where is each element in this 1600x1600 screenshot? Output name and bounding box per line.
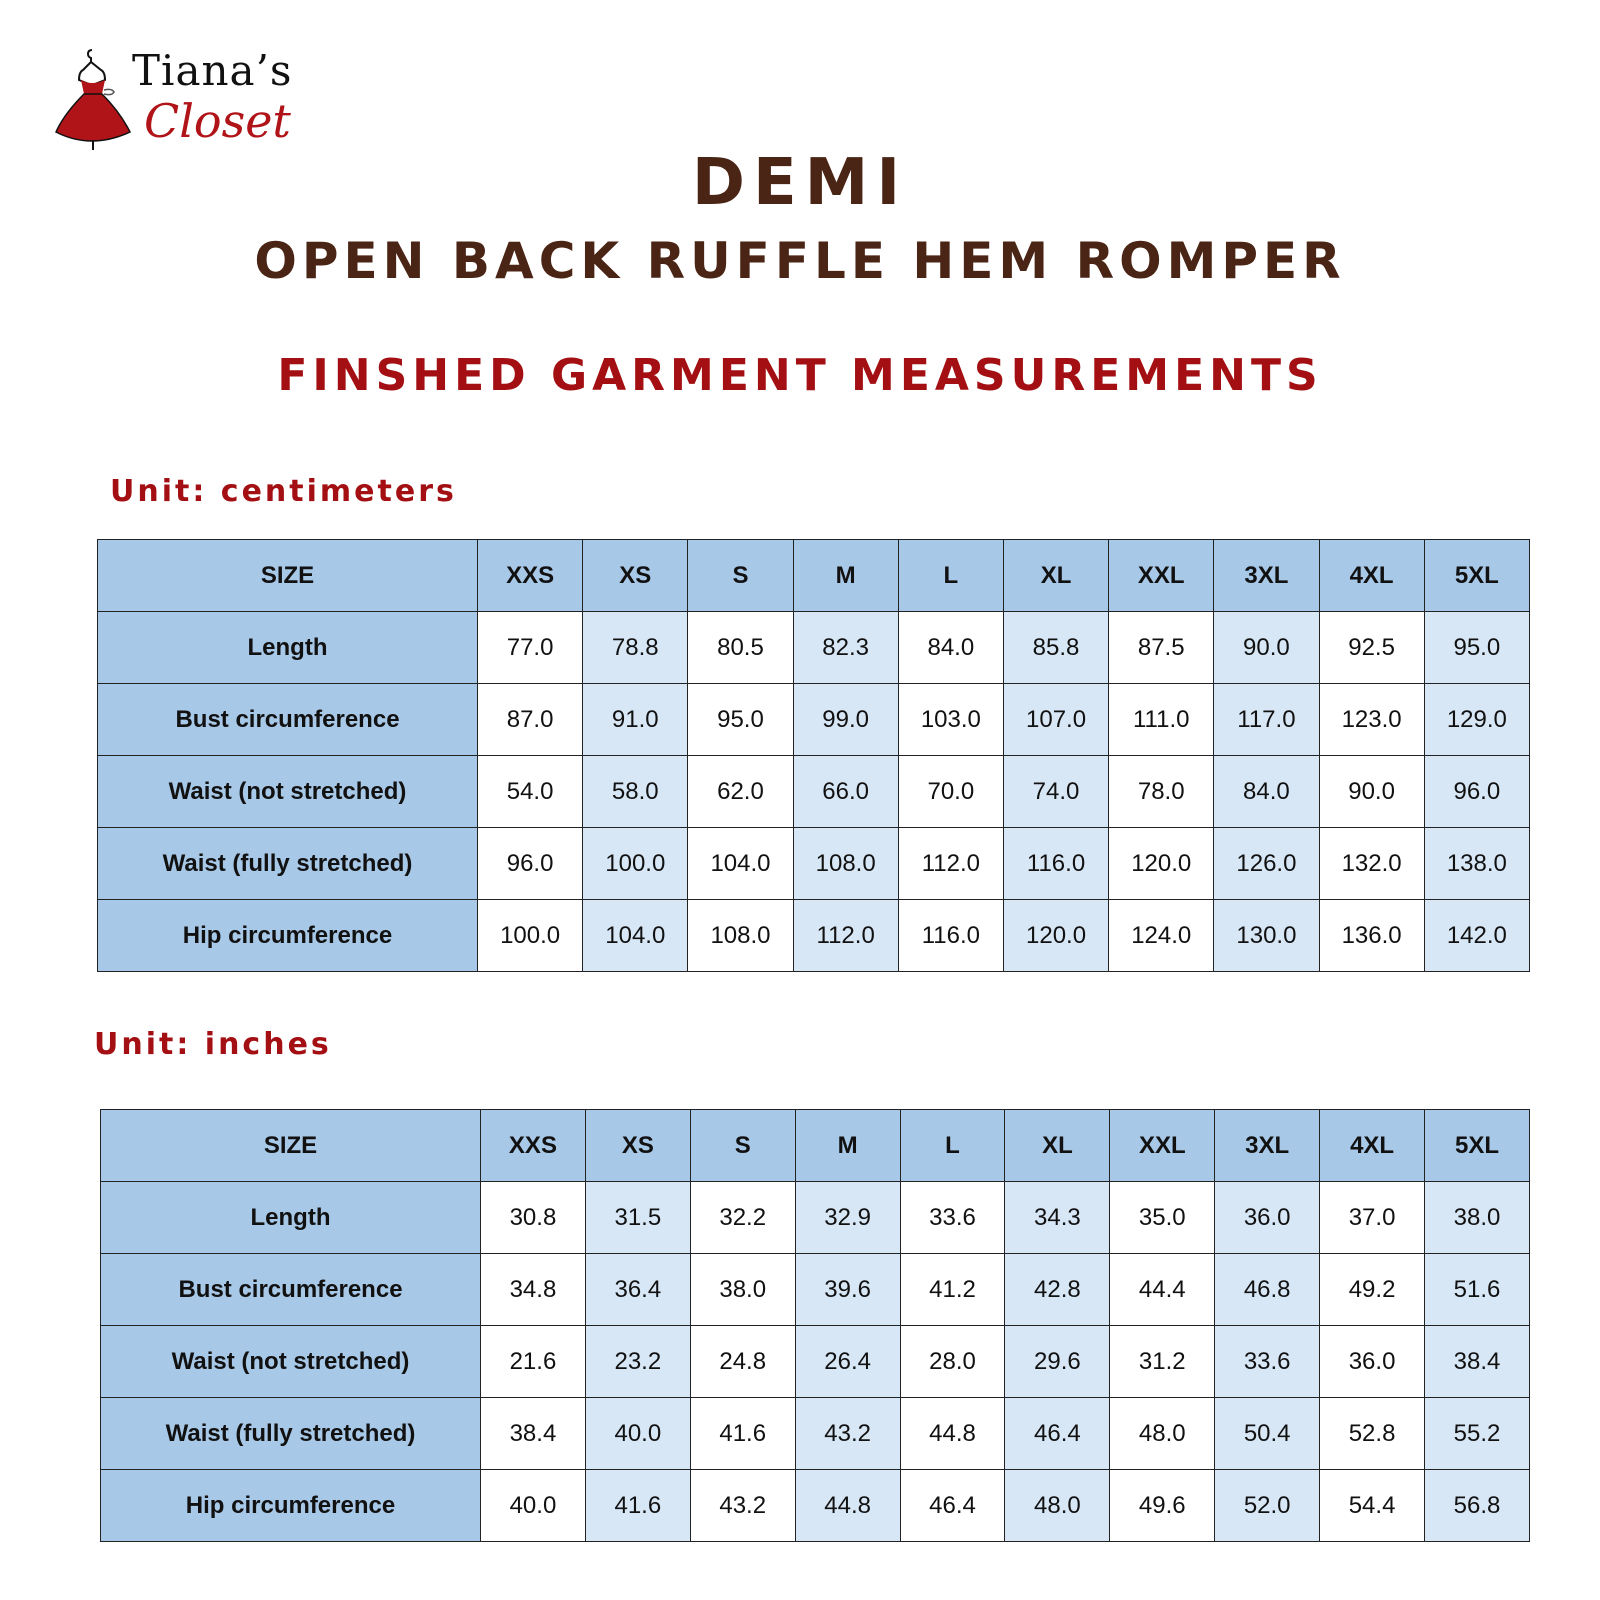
size-column-header: M [793, 540, 898, 612]
row-label: Bust circumference [101, 1254, 481, 1326]
size-column-header: XXL [1110, 1110, 1215, 1182]
measurement-cell: 54.0 [478, 756, 583, 828]
measurement-cell: 130.0 [1214, 900, 1319, 972]
measurement-cell: 21.6 [481, 1326, 586, 1398]
size-column-header: XXS [478, 540, 583, 612]
measurement-cell: 132.0 [1319, 828, 1424, 900]
measurement-cell: 120.0 [1109, 828, 1214, 900]
measurement-cell: 74.0 [1003, 756, 1108, 828]
measurement-cell: 111.0 [1109, 684, 1214, 756]
size-column-header: XS [583, 540, 688, 612]
measurement-cell: 41.6 [585, 1470, 690, 1542]
measurement-cell: 28.0 [900, 1326, 1005, 1398]
measurement-cell: 40.0 [481, 1470, 586, 1542]
product-subtitle: OPEN BACK RUFFLE HEM ROMPER [254, 232, 1346, 290]
measurement-cell: 52.0 [1215, 1470, 1320, 1542]
measurement-cell: 78.8 [583, 612, 688, 684]
measurement-cell: 31.2 [1110, 1326, 1215, 1398]
measurement-cell: 80.5 [688, 612, 793, 684]
measurement-cell: 123.0 [1319, 684, 1424, 756]
measurement-cell: 34.3 [1005, 1182, 1110, 1254]
measurement-cell: 116.0 [898, 900, 1003, 972]
row-label: Waist (not stretched) [98, 756, 478, 828]
unit-label-inches: Unit: inches [94, 1027, 332, 1062]
size-table-cm [97, 539, 1530, 972]
measurement-cell: 37.0 [1320, 1182, 1425, 1254]
measurement-cell: 32.2 [690, 1182, 795, 1254]
size-column-header: S [688, 540, 793, 612]
size-column-header: XL [1003, 540, 1108, 612]
measurement-cell: 48.0 [1005, 1470, 1110, 1542]
row-label: Hip circumference [101, 1470, 481, 1542]
measurement-cell: 29.6 [1005, 1326, 1110, 1398]
measurement-cell: 129.0 [1424, 684, 1529, 756]
measurement-cell: 62.0 [688, 756, 793, 828]
measurement-cell: 26.4 [795, 1326, 900, 1398]
row-label: Hip circumference [98, 900, 478, 972]
measurement-cell: 84.0 [898, 612, 1003, 684]
measurement-cell: 117.0 [1214, 684, 1319, 756]
measurement-cell: 138.0 [1424, 828, 1529, 900]
measurement-cell: 48.0 [1110, 1398, 1215, 1470]
measurement-cell: 41.2 [900, 1254, 1005, 1326]
measurement-cell: 82.3 [793, 612, 898, 684]
measurement-cell: 107.0 [1003, 684, 1108, 756]
size-table-inches [100, 1109, 1530, 1542]
measurement-cell: 124.0 [1109, 900, 1214, 972]
measurement-cell: 90.0 [1214, 612, 1319, 684]
unit-label-cm: Unit: centimeters [110, 474, 457, 509]
measurement-cell: 23.2 [585, 1326, 690, 1398]
measurement-cell: 36.0 [1215, 1182, 1320, 1254]
measurement-cell: 91.0 [583, 684, 688, 756]
measurement-cell: 44.4 [1110, 1254, 1215, 1326]
row-label: Waist (not stretched) [101, 1326, 481, 1398]
measurement-cell: 38.4 [481, 1398, 586, 1470]
table-row [98, 828, 1530, 900]
measurement-cell: 44.8 [795, 1470, 900, 1542]
measurement-cell: 126.0 [1214, 828, 1319, 900]
measurement-cell: 90.0 [1319, 756, 1424, 828]
table-header-row [98, 540, 1530, 612]
measurement-cell: 38.0 [690, 1254, 795, 1326]
row-label: Waist (fully stretched) [101, 1398, 481, 1470]
measurement-cell: 87.0 [478, 684, 583, 756]
measurement-cell: 33.6 [1215, 1326, 1320, 1398]
measurement-cell: 108.0 [688, 900, 793, 972]
measurement-cell: 95.0 [1424, 612, 1529, 684]
measurement-cell: 38.0 [1425, 1182, 1530, 1254]
size-column-header: XL [1005, 1110, 1110, 1182]
size-column-header: S [690, 1110, 795, 1182]
size-column-header: L [900, 1110, 1005, 1182]
measurement-cell: 55.2 [1425, 1398, 1530, 1470]
table-header-row [101, 1110, 1530, 1182]
measurement-cell: 95.0 [688, 684, 793, 756]
measurement-cell: 38.4 [1425, 1326, 1530, 1398]
measurement-cell: 32.9 [795, 1182, 900, 1254]
measurement-cell: 41.6 [690, 1398, 795, 1470]
table-row [98, 684, 1530, 756]
measurement-cell: 84.0 [1214, 756, 1319, 828]
row-label: Length [98, 612, 478, 684]
size-column-header: 3XL [1214, 540, 1319, 612]
measurement-cell: 78.0 [1109, 756, 1214, 828]
row-label: Bust circumference [98, 684, 478, 756]
brand-name-top: Tiana’s [132, 46, 293, 95]
measurement-cell: 24.8 [690, 1326, 795, 1398]
measurement-cell: 103.0 [898, 684, 1003, 756]
measurement-cell: 36.0 [1320, 1326, 1425, 1398]
measurement-cell: 52.8 [1320, 1398, 1425, 1470]
measurement-cell: 51.6 [1425, 1254, 1530, 1326]
measurement-cell: 46.8 [1215, 1254, 1320, 1326]
measurement-cell: 136.0 [1319, 900, 1424, 972]
table-row [98, 612, 1530, 684]
size-column-header: XS [585, 1110, 690, 1182]
size-column-header: 5XL [1425, 1110, 1530, 1182]
section-title: FINSHED GARMENT MEASUREMENTS [277, 350, 1323, 401]
measurement-cell: 70.0 [898, 756, 1003, 828]
size-column-header: L [898, 540, 1003, 612]
measurement-cell: 42.8 [1005, 1254, 1110, 1326]
measurement-cell: 108.0 [793, 828, 898, 900]
measurement-cell: 120.0 [1003, 900, 1108, 972]
measurement-cell: 112.0 [898, 828, 1003, 900]
table-row [101, 1326, 1530, 1398]
size-header-cell: SIZE [101, 1110, 481, 1182]
size-column-header: 5XL [1424, 540, 1529, 612]
measurement-cell: 36.4 [585, 1254, 690, 1326]
measurement-cell: 46.4 [900, 1470, 1005, 1542]
table-row [101, 1398, 1530, 1470]
measurement-cell: 54.4 [1320, 1470, 1425, 1542]
measurement-cell: 100.0 [583, 828, 688, 900]
measurement-cell: 49.2 [1320, 1254, 1425, 1326]
measurement-cell: 112.0 [793, 900, 898, 972]
measurement-cell: 100.0 [478, 900, 583, 972]
measurement-cell: 99.0 [793, 684, 898, 756]
measurement-cell: 31.5 [585, 1182, 690, 1254]
measurement-cell: 66.0 [793, 756, 898, 828]
measurement-cell: 58.0 [583, 756, 688, 828]
size-header-cell: SIZE [98, 540, 478, 612]
table-row [101, 1182, 1530, 1254]
dress-form-icon [52, 44, 142, 154]
measurement-cell: 46.4 [1005, 1398, 1110, 1470]
row-label: Length [101, 1182, 481, 1254]
measurement-cell: 40.0 [585, 1398, 690, 1470]
size-column-header: 4XL [1320, 1110, 1425, 1182]
size-column-header: XXL [1109, 540, 1214, 612]
measurement-cell: 49.6 [1110, 1470, 1215, 1542]
measurement-cell: 43.2 [795, 1398, 900, 1470]
measurement-cell: 87.5 [1109, 612, 1214, 684]
size-column-header: 3XL [1215, 1110, 1320, 1182]
table-row [98, 756, 1530, 828]
row-label: Waist (fully stretched) [98, 828, 478, 900]
measurement-cell: 30.8 [481, 1182, 586, 1254]
measurement-cell: 44.8 [900, 1398, 1005, 1470]
measurement-cell: 77.0 [478, 612, 583, 684]
size-column-header: XXS [481, 1110, 586, 1182]
measurement-cell: 104.0 [583, 900, 688, 972]
measurement-cell: 96.0 [478, 828, 583, 900]
measurement-cell: 50.4 [1215, 1398, 1320, 1470]
measurement-cell: 43.2 [690, 1470, 795, 1542]
brand-name-bottom: Closet [144, 94, 291, 148]
measurement-cell: 85.8 [1003, 612, 1108, 684]
measurement-cell: 116.0 [1003, 828, 1108, 900]
measurement-cell: 96.0 [1424, 756, 1529, 828]
measurement-cell: 142.0 [1424, 900, 1529, 972]
size-column-header: M [795, 1110, 900, 1182]
measurement-cell: 56.8 [1425, 1470, 1530, 1542]
measurement-cell: 39.6 [795, 1254, 900, 1326]
measurement-cell: 33.6 [900, 1182, 1005, 1254]
table-row [98, 900, 1530, 972]
product-title: DEMI [691, 146, 909, 220]
measurement-cell: 35.0 [1110, 1182, 1215, 1254]
measurement-cell: 92.5 [1319, 612, 1424, 684]
table-row [101, 1470, 1530, 1542]
brand-logo [52, 44, 292, 154]
table-row [101, 1254, 1530, 1326]
size-column-header: 4XL [1319, 540, 1424, 612]
measurement-cell: 104.0 [688, 828, 793, 900]
measurement-cell: 34.8 [481, 1254, 586, 1326]
